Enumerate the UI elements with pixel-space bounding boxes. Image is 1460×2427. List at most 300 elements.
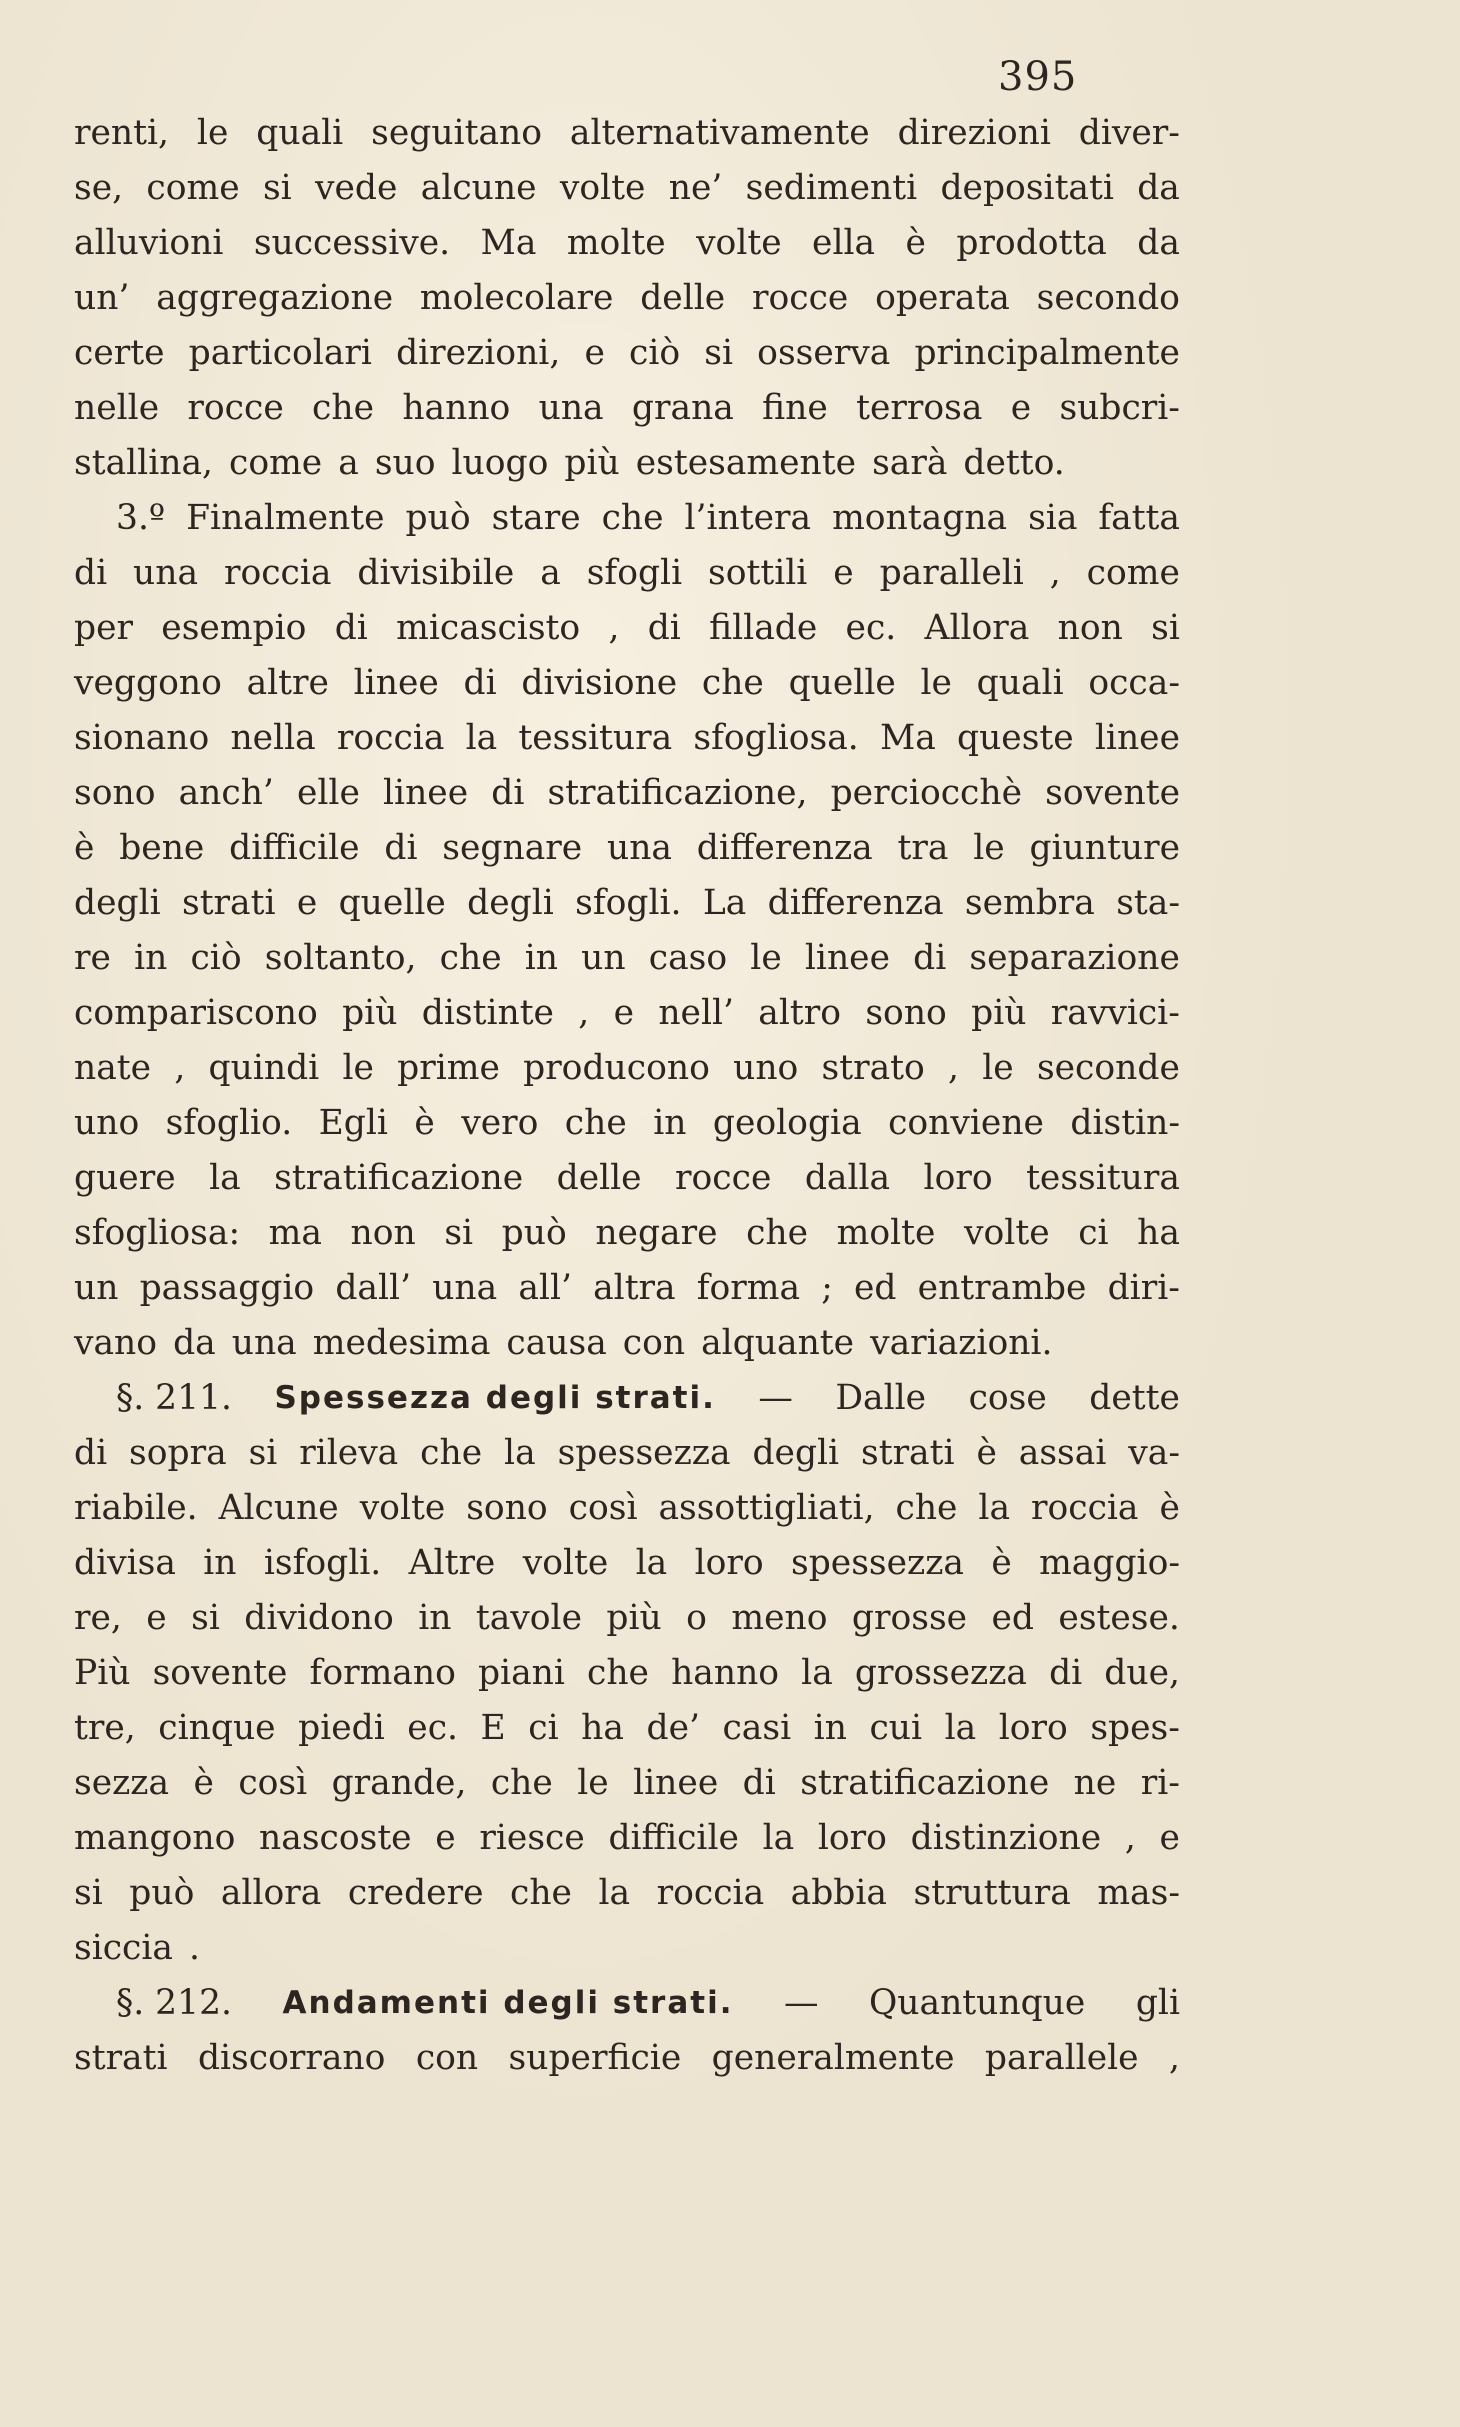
word: è (74, 828, 95, 868)
word: di (74, 553, 108, 593)
word: ciò (190, 938, 242, 978)
word: separazione (969, 938, 1180, 978)
word: strati (181, 883, 276, 923)
word: e (1159, 1818, 1180, 1858)
word: Egli (318, 1103, 388, 1143)
word: roccia (1030, 1488, 1139, 1528)
word: cinque (158, 1708, 276, 1748)
word: linee (633, 1763, 719, 1803)
word: altro (758, 993, 842, 1033)
word: grosse (851, 1598, 968, 1638)
word: riesce (479, 1818, 585, 1858)
word: come (1086, 553, 1180, 593)
word: può (129, 1873, 195, 1913)
word: isfogli. (263, 1543, 382, 1583)
word: sfoglio. (165, 1103, 293, 1143)
word: può (405, 498, 471, 538)
word: cose (968, 1378, 1047, 1418)
word: uno (74, 1103, 140, 1143)
word: la (635, 1543, 668, 1583)
word: non (350, 1213, 416, 1253)
word: rocce (187, 388, 284, 428)
word: che (601, 498, 664, 538)
word: le (920, 663, 952, 703)
text-line (74, 1591, 1180, 1646)
word: ne’ (668, 168, 723, 208)
word: l’intera (684, 498, 812, 538)
word: più (564, 443, 620, 483)
word: molte (566, 223, 666, 263)
word: e (1010, 388, 1032, 428)
text-line (74, 656, 1180, 711)
word: rileva (299, 1433, 399, 1473)
word: Altre (408, 1543, 496, 1583)
word: si (444, 1213, 474, 1253)
word: così (238, 1763, 308, 1803)
word: sono (74, 773, 156, 813)
word: un’ (74, 278, 130, 318)
word: meno (731, 1598, 828, 1638)
word: roccia (336, 718, 445, 758)
word: allora (220, 1873, 322, 1913)
word: in (418, 1598, 452, 1638)
word: una (538, 388, 604, 428)
word: detto. (963, 443, 1065, 483)
word: grande, (331, 1763, 467, 1803)
word: Quantunque (869, 1983, 1086, 2023)
word: forma (696, 1268, 801, 1308)
word: sezza (74, 1763, 170, 1803)
word: principalmente (914, 333, 1180, 373)
word: all’ (518, 1268, 572, 1308)
word: in (134, 938, 168, 978)
word: sfogliosa. (693, 718, 859, 758)
text-line (74, 711, 1180, 766)
word: sfogliosa: (74, 1213, 241, 1253)
word: o (686, 1598, 707, 1638)
word: e (296, 883, 318, 923)
word: come (229, 443, 323, 483)
word: in (524, 938, 559, 978)
word: siccia (74, 1928, 173, 1968)
text-line (74, 161, 1180, 216)
text-line (74, 1426, 1180, 1481)
word: . (189, 1928, 200, 1968)
word: differenza (767, 883, 944, 923)
word: che (420, 1433, 483, 1473)
word: la (944, 1708, 977, 1748)
text-line (74, 216, 1180, 271)
word: divisibile (357, 553, 515, 593)
word: negare (595, 1213, 718, 1253)
word: ma (268, 1213, 322, 1253)
word: sopra (129, 1433, 227, 1473)
word: volte (359, 1488, 446, 1528)
word: successive. (253, 223, 451, 263)
word: le (577, 1763, 609, 1803)
word: maggio- (1039, 1543, 1180, 1583)
text-line (74, 2031, 1180, 2086)
word: in (653, 1103, 687, 1143)
word: rocce (675, 1158, 772, 1198)
word: quindi (208, 1048, 320, 1088)
word: molecolare (419, 278, 614, 318)
word: sembra (964, 883, 1095, 923)
word: certe (74, 333, 165, 373)
word: con (415, 2038, 479, 2078)
word: alquante (701, 1323, 855, 1363)
word: bene (119, 828, 205, 868)
text-line (74, 1206, 1180, 1261)
word: si (248, 1433, 278, 1473)
word: di (913, 938, 947, 978)
word: nate (74, 1048, 152, 1088)
word: assottigliati, (658, 1488, 875, 1528)
word: Ma (480, 223, 537, 263)
word: così (568, 1488, 638, 1528)
text-line (74, 106, 1180, 161)
word: strati (74, 2038, 168, 2078)
word: la (209, 1158, 241, 1198)
word: loro (923, 1158, 993, 1198)
word: le (750, 938, 782, 978)
word: nelle (74, 388, 160, 428)
text-line (74, 601, 1180, 656)
word: , (948, 1048, 960, 1088)
word: elle (296, 773, 360, 813)
word: la (465, 718, 498, 758)
word: osserva (757, 333, 891, 373)
word: che (564, 1103, 627, 1143)
word: sovente (152, 1653, 288, 1693)
text-line (74, 1811, 1180, 1866)
word: dalla (804, 1158, 891, 1198)
word: Allora (924, 608, 1030, 648)
word: alluvioni (74, 223, 224, 263)
word: ella (812, 223, 876, 263)
text-line (74, 1481, 1180, 1536)
word: sottili (708, 553, 808, 593)
section-heading: Andamenti degli strati. (282, 1985, 734, 2021)
word: formano (309, 1653, 456, 1693)
word: terrosa (856, 388, 983, 428)
word: spessezza (791, 1543, 964, 1583)
word: credere (347, 1873, 484, 1913)
text-line (74, 1536, 1180, 1591)
word: riabile. (74, 1488, 198, 1528)
word: per (74, 608, 133, 648)
word: stratificazione, (547, 773, 808, 813)
text-line (74, 491, 1180, 546)
word: tessitura (518, 718, 673, 758)
word: prodotta (956, 223, 1107, 263)
word: molte (836, 1213, 936, 1253)
word: esempio (161, 608, 307, 648)
word: queste (957, 718, 1074, 758)
text-line (74, 1041, 1180, 1096)
word: grossezza (854, 1653, 1027, 1693)
word: causa (506, 1323, 607, 1363)
word: , (1049, 553, 1061, 593)
text-line (74, 1151, 1180, 1206)
word: le (196, 113, 229, 153)
word: Più (74, 1653, 131, 1693)
word: da (1137, 223, 1180, 263)
word: alcune (420, 168, 537, 208)
word: stare (491, 498, 581, 538)
word: un (581, 938, 626, 978)
word: ; (821, 1268, 833, 1308)
word: mangono (74, 1818, 236, 1858)
word: strati (861, 1433, 955, 1473)
word: che (312, 388, 375, 428)
word: stratificazione (274, 1158, 524, 1198)
text-line (74, 821, 1180, 876)
word: si (1151, 608, 1180, 648)
word: assai (1018, 1433, 1107, 1473)
word: ravvici- (1050, 993, 1180, 1033)
word: sionano (74, 718, 210, 758)
word: sfogli. (575, 883, 682, 923)
word: tra (897, 828, 949, 868)
word: secondo (1036, 278, 1180, 318)
word: vano (74, 1323, 158, 1363)
text-line (74, 1261, 1180, 1316)
word: rocce (752, 278, 849, 318)
word: Alcune (218, 1488, 339, 1528)
word: a (338, 443, 359, 483)
text-line (74, 326, 1180, 381)
word: linee (353, 663, 439, 703)
text-line (74, 1316, 1180, 1371)
word: giunture (1029, 828, 1180, 868)
text-line (74, 546, 1180, 601)
word: segnare (442, 828, 583, 868)
word: ri- (1140, 1763, 1180, 1803)
word: che (895, 1488, 958, 1528)
word: difficile (608, 1818, 739, 1858)
word: ci (528, 1708, 559, 1748)
word: linee (1094, 718, 1180, 758)
word: una (231, 1323, 297, 1363)
word: volte (696, 223, 782, 263)
word: aggregazione (156, 278, 394, 318)
word: non (1057, 608, 1123, 648)
word: , (1124, 1818, 1136, 1858)
section-heading: Spessezza degli strati. (274, 1380, 716, 1416)
text-line (74, 1646, 1180, 1701)
word: sedimenti (745, 168, 918, 208)
word: degli (752, 1433, 840, 1473)
page-number: 395 (998, 54, 1078, 100)
word: medesima (312, 1323, 491, 1363)
word: distin- (1070, 1103, 1180, 1143)
word: roccia (656, 1873, 765, 1913)
word: passaggio (139, 1268, 315, 1308)
word: una (432, 1268, 498, 1308)
word: hanno (671, 1653, 780, 1693)
word: quali (256, 113, 344, 153)
word: soltanto, (264, 938, 417, 978)
word: uno (733, 1048, 799, 1088)
word: in (813, 1708, 847, 1748)
word: struttura (913, 1873, 1071, 1913)
word: stallina, (74, 443, 213, 483)
word: una (606, 828, 672, 868)
word: dividono (244, 1598, 394, 1638)
word: occa- (1088, 663, 1180, 703)
word: entrambe (917, 1268, 1087, 1308)
word: casi (722, 1708, 792, 1748)
word: ed (854, 1268, 897, 1308)
word: cui (869, 1708, 923, 1748)
word: la (598, 1873, 631, 1913)
word: sarà (872, 443, 948, 483)
word: quelle (788, 663, 896, 703)
word: , (174, 1048, 186, 1088)
word: Ma (879, 718, 936, 758)
word: veggono (74, 663, 222, 703)
word: e (435, 1818, 456, 1858)
word: sovente (1045, 773, 1180, 813)
word: una (133, 553, 199, 593)
word: subcri- (1059, 388, 1180, 428)
word: compariscono (74, 993, 318, 1033)
word: mas- (1097, 1873, 1180, 1913)
word: e (146, 1598, 167, 1638)
word: differenza (696, 828, 873, 868)
word: da (1137, 168, 1180, 208)
word: più (971, 993, 1027, 1033)
word: se, (74, 168, 124, 208)
word: producono (523, 1048, 710, 1088)
word: è (414, 1103, 435, 1143)
word: si (191, 1598, 220, 1638)
word: un (74, 1268, 119, 1308)
word: linee (383, 773, 469, 813)
word: sono (466, 1488, 548, 1528)
word: volte (964, 1213, 1050, 1253)
word: nella (230, 718, 316, 758)
word: de’ (646, 1708, 700, 1748)
text-line (74, 1756, 1180, 1811)
text-line (74, 931, 1180, 986)
word: Finalmente (186, 498, 385, 538)
word: come (146, 168, 240, 208)
word: anch’ (178, 773, 274, 813)
word: fatta (1098, 498, 1180, 538)
text-line (74, 1371, 1180, 1426)
word: 3.º (116, 498, 166, 538)
word: divisione (521, 663, 678, 703)
word: altre (246, 663, 329, 703)
word: ed (991, 1598, 1034, 1638)
word: sta- (1116, 883, 1180, 923)
word: quelle (338, 883, 446, 923)
word: di (463, 663, 497, 703)
word: tessitura (1026, 1158, 1180, 1198)
word: è (193, 1763, 214, 1803)
word: si (74, 1873, 103, 1913)
word: spes- (1090, 1708, 1180, 1748)
text-line (74, 986, 1180, 1041)
word: tavole (475, 1598, 583, 1638)
word: abbia (790, 1873, 887, 1913)
word: tre, (74, 1708, 136, 1748)
word: distinte (421, 993, 554, 1033)
word: spessezza (557, 1433, 731, 1473)
text-line (74, 1976, 1180, 2031)
word: fillade (709, 608, 818, 648)
word: paralleli (879, 553, 1024, 593)
word: guere (74, 1158, 176, 1198)
word: — (758, 1378, 793, 1418)
word: vede (315, 168, 398, 208)
word: di (334, 608, 368, 648)
word: si (704, 333, 734, 373)
word: particolari (188, 333, 372, 373)
word: diver- (1078, 113, 1180, 153)
word: hanno (402, 388, 511, 428)
word: strato (821, 1048, 925, 1088)
word: diri- (1107, 1268, 1180, 1308)
word: variazioni. (870, 1323, 1053, 1363)
word: , (578, 993, 590, 1033)
word: , (1168, 2038, 1180, 2078)
text-line (74, 381, 1180, 436)
word: più (606, 1598, 662, 1638)
word: parallele (984, 2038, 1139, 2078)
word: luogo (451, 443, 549, 483)
word: estese. (1058, 1598, 1180, 1638)
text-line (74, 1701, 1180, 1756)
word: le (342, 1048, 374, 1088)
word: alternativamente (569, 113, 870, 153)
word: vero (461, 1103, 539, 1143)
word: di (647, 608, 681, 648)
word: volte (559, 168, 646, 208)
word: sia (1028, 498, 1078, 538)
text-line (74, 436, 1180, 491)
text-line (74, 1096, 1180, 1151)
word: piedi (298, 1708, 385, 1748)
word: di (74, 1433, 108, 1473)
word: la (801, 1653, 833, 1693)
word: , (608, 608, 620, 648)
text-line (74, 271, 1180, 326)
word: estesamente (635, 443, 857, 483)
word: dette (1089, 1378, 1180, 1418)
word: loro (694, 1543, 764, 1583)
word: e (613, 993, 634, 1033)
word: ec. (845, 608, 897, 648)
word: conviene (888, 1103, 1044, 1143)
word: la (504, 1433, 536, 1473)
word: che (701, 663, 764, 703)
word: che (490, 1763, 553, 1803)
text-line (74, 1866, 1180, 1921)
word: re, (74, 1598, 122, 1638)
word: la (762, 1818, 795, 1858)
word: due, (1104, 1653, 1180, 1693)
word: divisa (74, 1543, 176, 1583)
word: geologia (712, 1103, 862, 1143)
word: nell’ (658, 993, 734, 1033)
word: linee (804, 938, 890, 978)
word: grana (631, 388, 734, 428)
word: loro (998, 1708, 1068, 1748)
word: a (540, 553, 561, 593)
